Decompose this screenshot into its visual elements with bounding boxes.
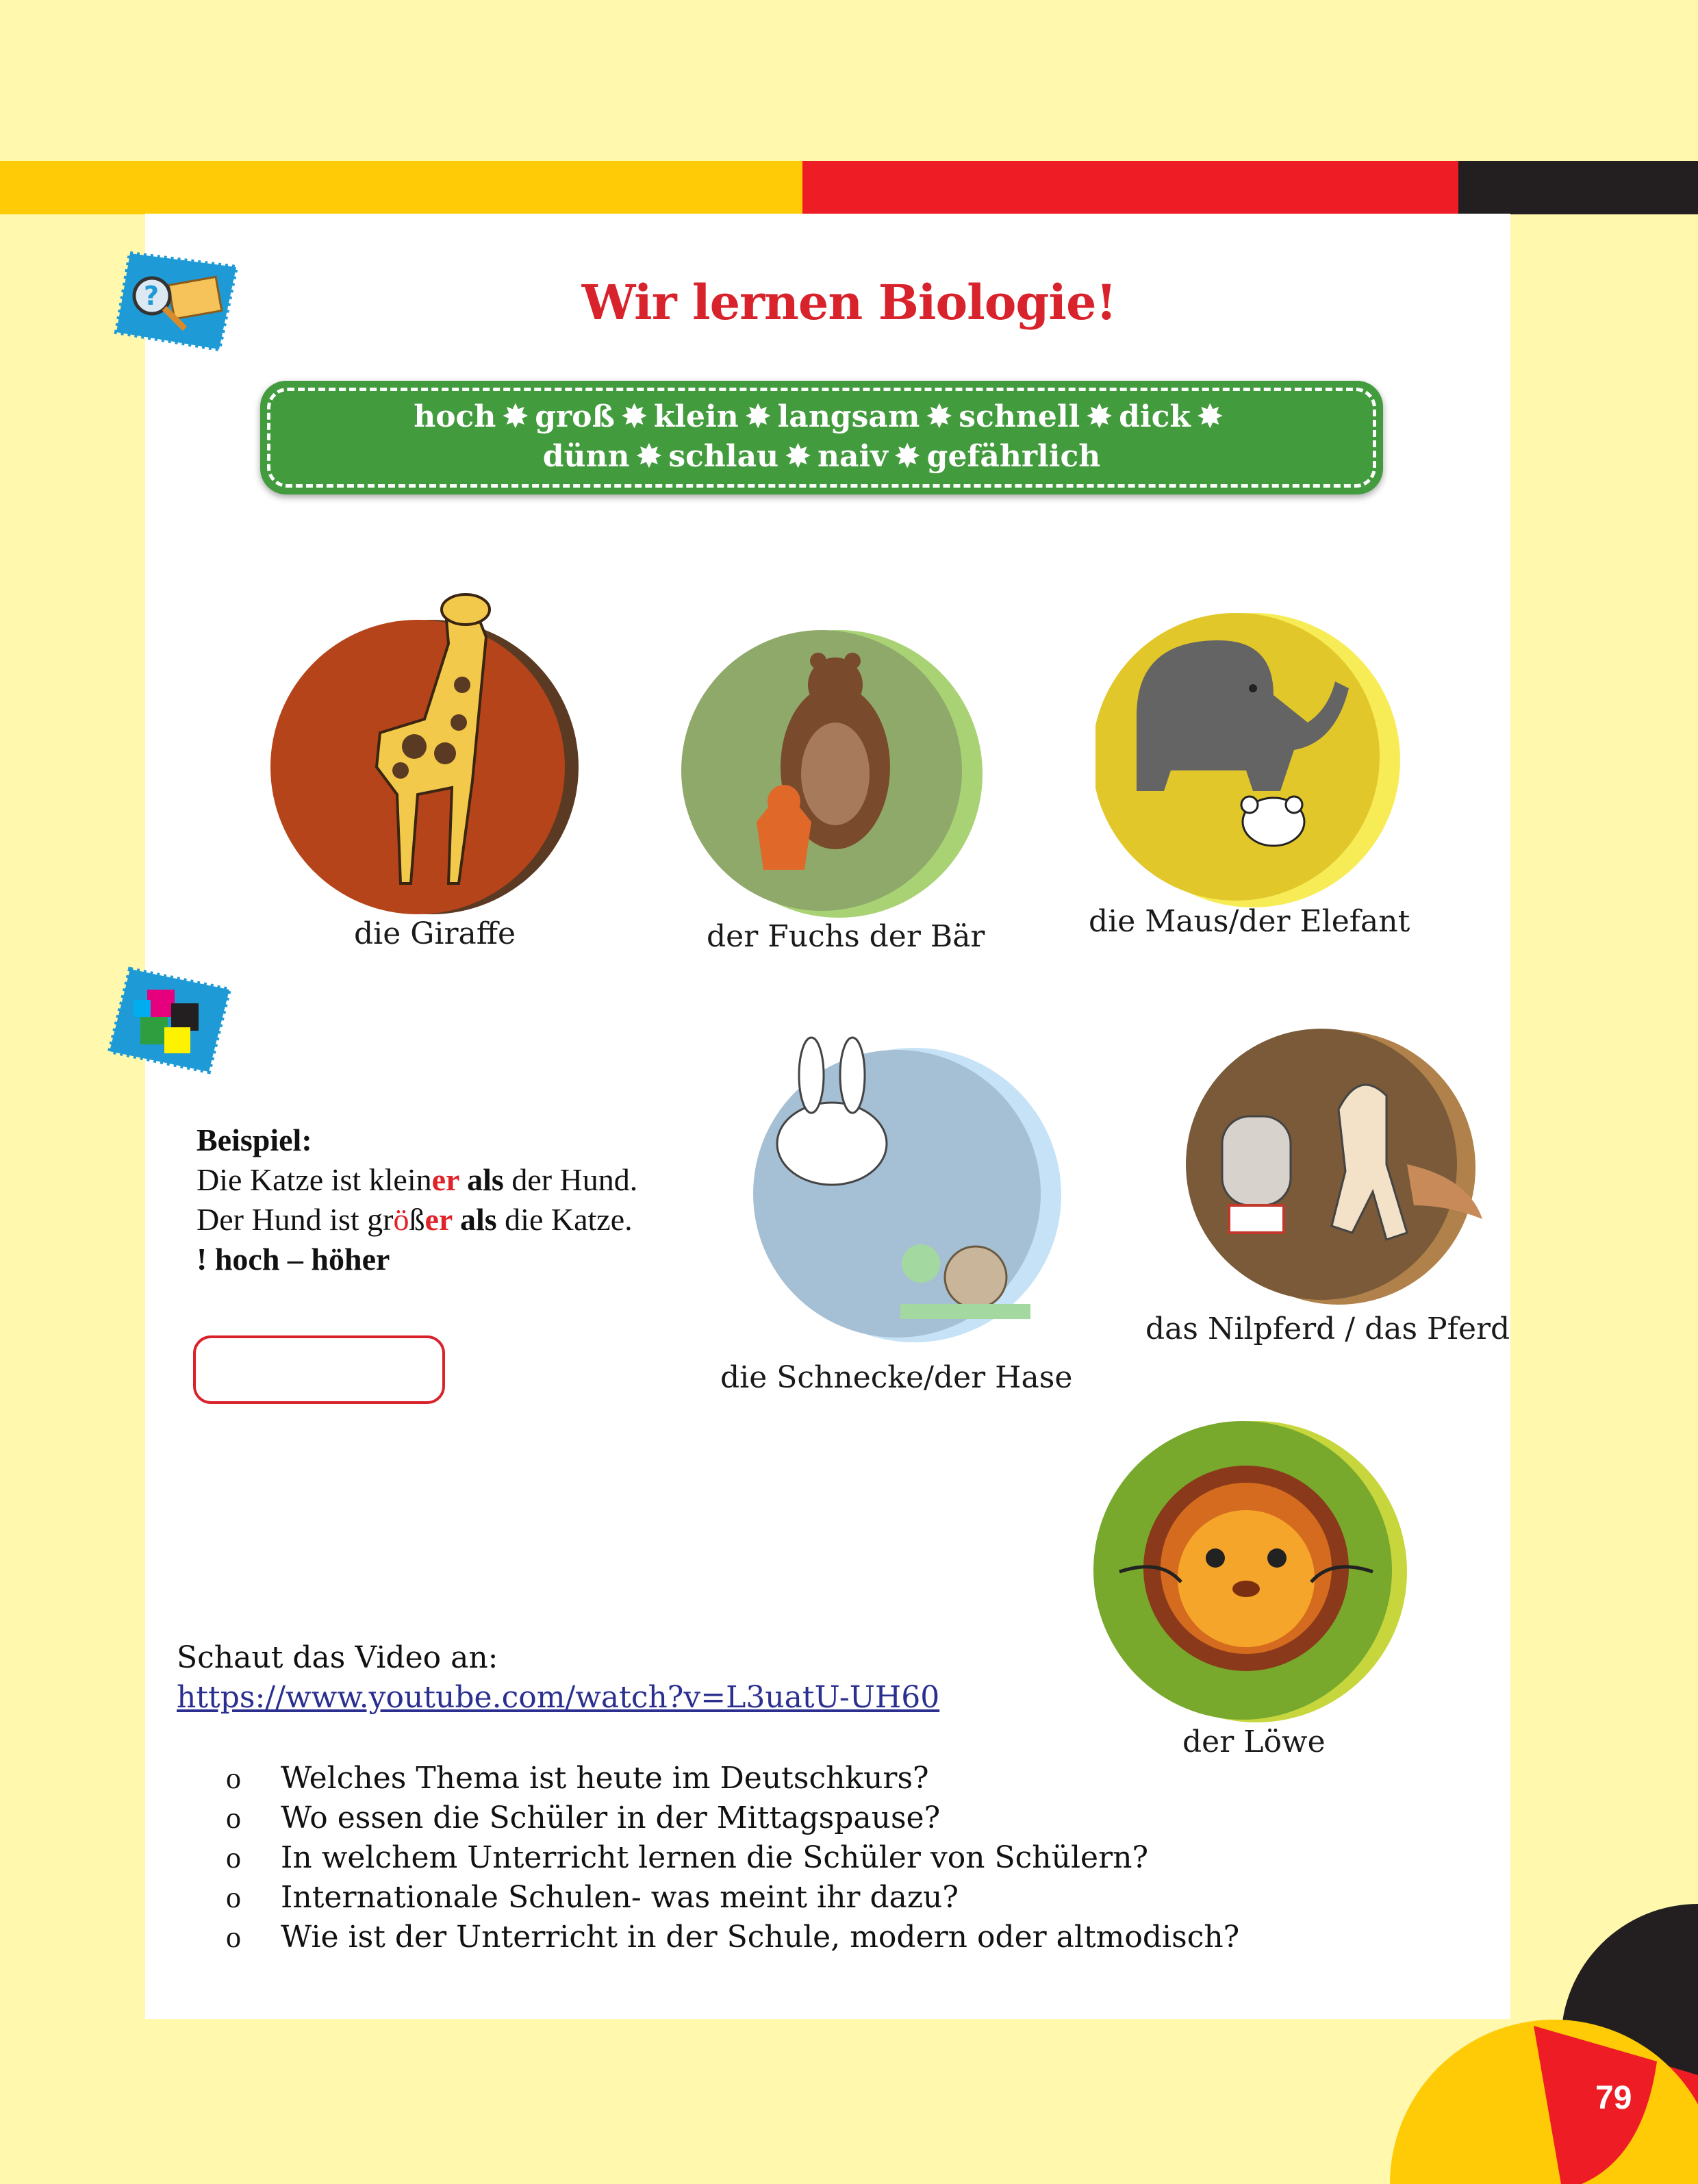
puzzle-icon [106, 962, 236, 1085]
answer-box [193, 1335, 445, 1404]
word: klein [653, 399, 739, 434]
word: schnell [959, 399, 1080, 434]
fox-bear-illustration [681, 630, 989, 918]
svg-text:?: ? [144, 281, 160, 311]
video-section [177, 1638, 939, 1718]
example-block [197, 1120, 637, 1279]
star-separator-icon: ✸ [894, 439, 920, 474]
video-intro: Schaut das Video an: [177, 1640, 498, 1675]
word: naiv [818, 439, 888, 474]
example-line-3: ! hoch – höher [197, 1242, 390, 1277]
bullet-icon: o [226, 1761, 241, 1795]
bullet-icon: o [226, 1881, 241, 1914]
word: langsam [777, 399, 920, 434]
hippo-horse-illustration [1181, 1027, 1503, 1315]
caption-fox-bear: der Fuchs der Bär [707, 919, 985, 954]
list-item: o Internationale Schulen- was meint ihr dazu? [226, 1878, 1239, 1918]
star-separator-icon: ✸ [1197, 399, 1223, 434]
word: schlau [668, 439, 779, 474]
star-separator-icon: ✸ [785, 439, 811, 474]
star-separator-icon: ✸ [503, 399, 529, 434]
star-separator-icon: ✸ [1087, 399, 1113, 434]
star-separator-icon: ✸ [926, 399, 952, 434]
caption-snail-hare: die Schnecke/der Hase [720, 1360, 1073, 1395]
elephant-mouse-illustration [1095, 613, 1410, 907]
star-separator-icon: ✸ [745, 399, 771, 434]
bullet-icon: o [226, 1920, 241, 1954]
word-line-2 [260, 437, 1383, 477]
star-separator-icon: ✸ [636, 439, 662, 474]
adjective-word-box [260, 381, 1383, 494]
example-line-2: Der Hund ist größer als die Katze. [197, 1202, 633, 1237]
bullet-icon: o [226, 1841, 241, 1874]
caption-lion: der Löwe [1182, 1724, 1326, 1759]
video-link[interactable]: https://www.youtube.com/watch?v=L3uatU-UH60 [177, 1680, 940, 1715]
list-item: o Wie ist der Unterricht in der Schule, modern oder altmodisch? [226, 1918, 1239, 1957]
word: gefährlich [926, 439, 1101, 474]
giraffe-illustration [267, 562, 582, 918]
page-number: 79 [1595, 2080, 1632, 2116]
star-separator-icon: ✸ [621, 399, 647, 434]
question-list [226, 1759, 1239, 1957]
caption-mouse-elephant: die Maus/der Elefant [1089, 904, 1410, 939]
word-line-1 [260, 397, 1383, 437]
caption-hippo-horse: das Nilpferd / das Pferd [1145, 1311, 1510, 1346]
example-line-1: Die Katze ist kleiner als der Hund. [197, 1162, 638, 1197]
hare-snail-illustration [750, 1031, 1065, 1353]
word: dick [1119, 399, 1191, 434]
page-title: Wir lernen Biologie! [581, 274, 1117, 331]
list-item: o Wo essen die Schüler in der Mittagspause? [226, 1798, 1239, 1838]
lion-illustration [1092, 1421, 1414, 1722]
list-item: o In welchem Unterricht lernen die Schüler von Schülern? [226, 1838, 1239, 1878]
list-item: o Welches Thema ist heute im Deutschkurs? [226, 1759, 1239, 1798]
caption-giraffe: die Giraffe [354, 916, 516, 951]
word: groß [535, 399, 615, 434]
word: dünn [542, 439, 630, 474]
bullet-icon: o [226, 1801, 241, 1835]
word: hoch [414, 399, 496, 434]
example-heading: Beispiel: [197, 1122, 312, 1157]
